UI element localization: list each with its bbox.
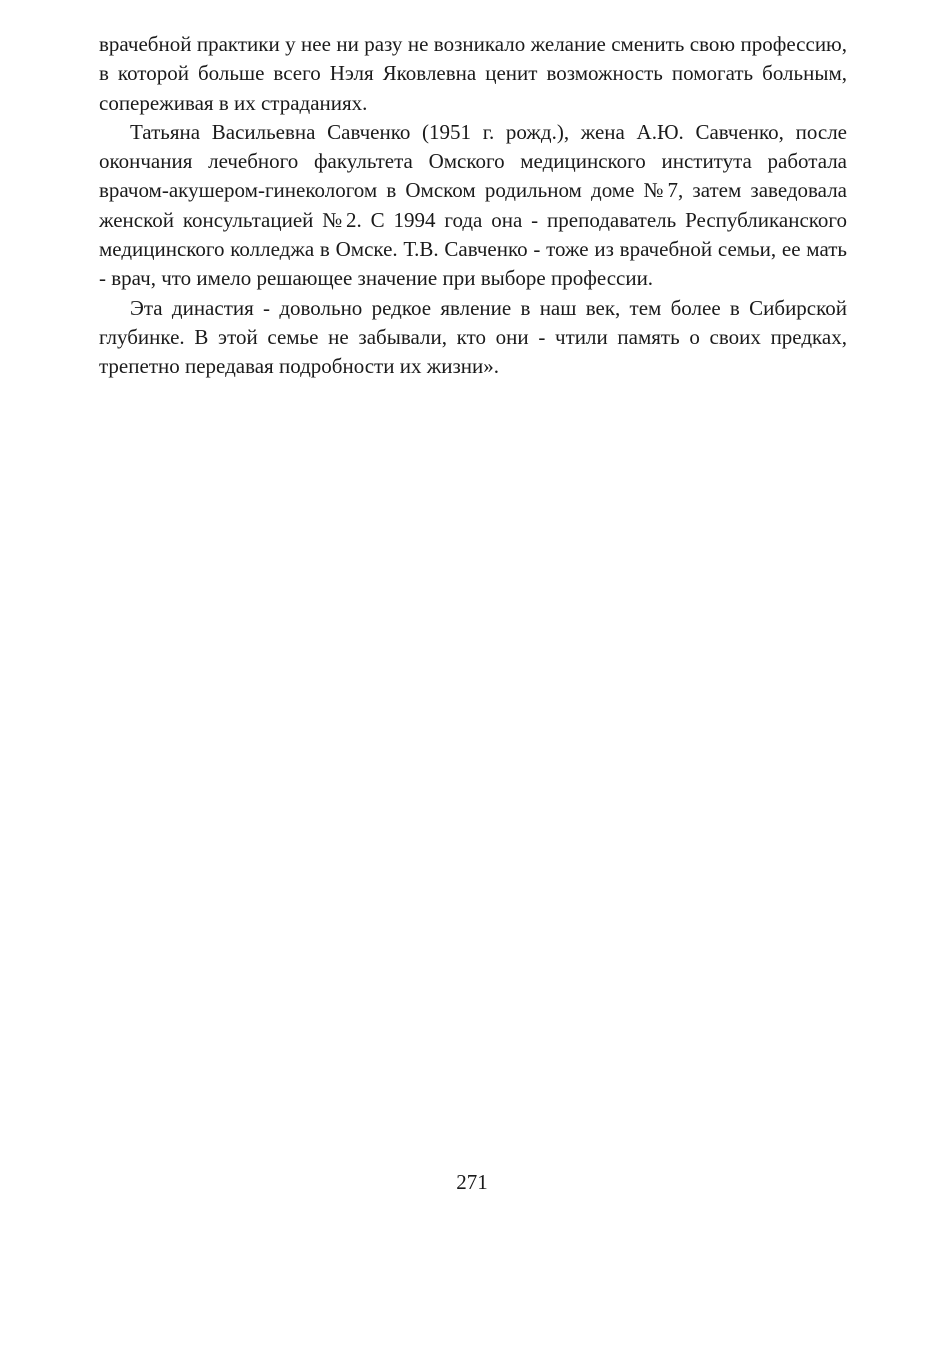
paragraph-dynasty: Эта династия - довольно редкое явление в наш век, тем более в Сибирской глубинке. В этой семье не забывали, кто они - чтили память о своих предках, трепетно передавая подробности их жизни». [99,295,847,379]
paragraph-continuation: врачебной практики у нее ни разу не возникало желание сменить свою профессию, в которой больше всего Нэля Яковлевна ценит возможность помогать больным, сопереживая в их страданиях. [99,32,847,115]
paragraph-savchenko: Татьяна Васильевна Савченко (1951 г. рожд.), жена А.Ю. Савченко, после окончания лечебного факультета Омского медицинского института работала врачом-акушером-гинекологом в Омском родильном доме №7, затем заведовала женской консультацией №2. С 1994 года она - преподаватель Республиканского медицинского колледжа в Омске. Т.В. Савченко - тоже из врачебной семьи, ее мать - врач, что имело решающее значение при выборе профессии. [99,119,847,291]
page-number: 271 [456,1170,488,1194]
body-text [99,30,847,382]
